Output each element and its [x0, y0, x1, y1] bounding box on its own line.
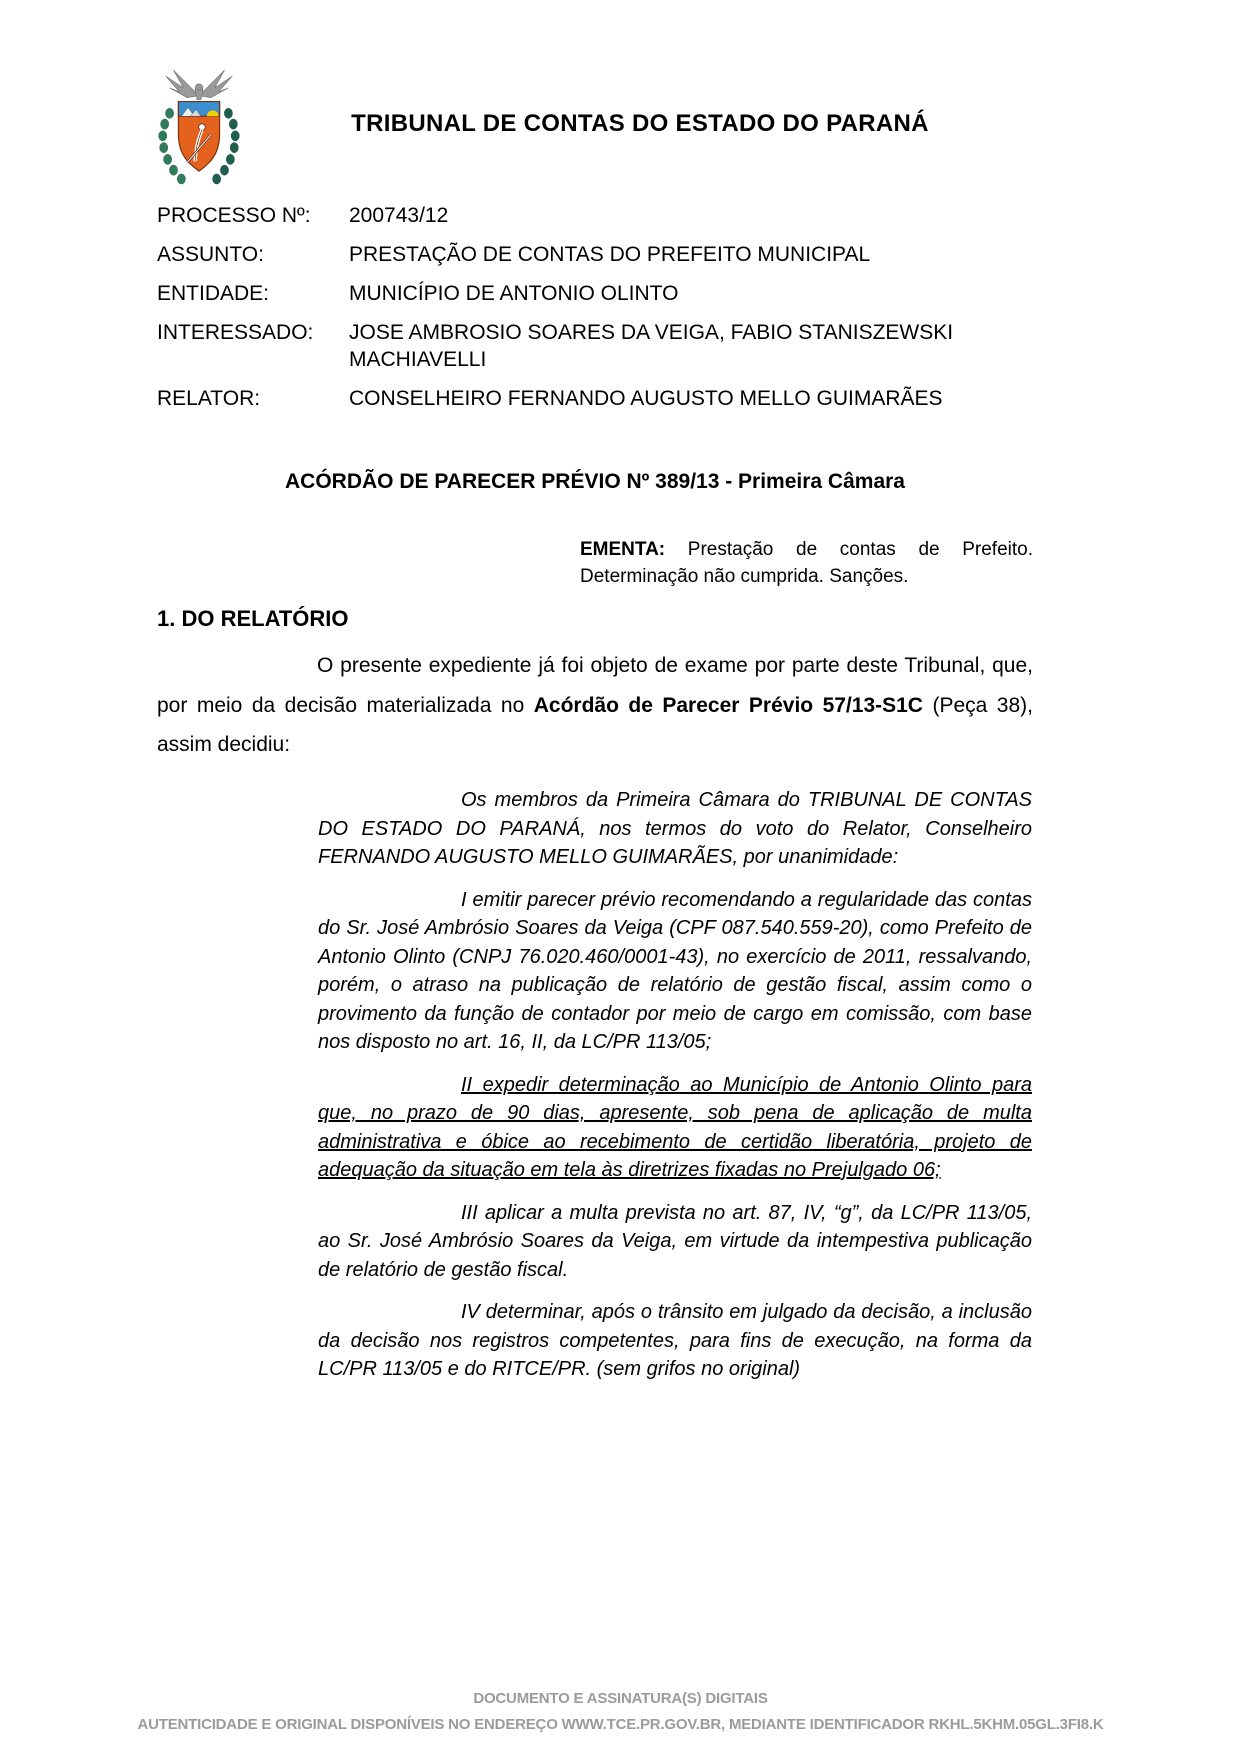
coat-of-arms-icon	[150, 66, 248, 192]
footer-line-2: AUTENTICIDADE E ORIGINAL DISPONÍVEIS NO ENDEREÇO WWW.TCE.PR.GOV.BR, MEDIANTE IDENTIFICADOR RKHL.5KHM.05GL.3FI8.K	[137, 1716, 1104, 1733]
meta-value: CONSELHEIRO FERNANDO AUGUSTO MELLO GUIMARÃES	[349, 387, 943, 410]
quote-paragraph-preamble: Os membros da Primeira Câmara do TRIBUNAL DE CONTAS DO ESTADO DO PARANÁ, nos termos do voto do Relator, Conselheiro FERNANDO AUGUSTO MELLO GUIMARÃES, por unanimidade:	[318, 789, 1032, 868]
intro-text-bold: Acórdão de Parecer Prévio 57/13-S1C	[533, 693, 923, 717]
meta-value: JOSE AMBROSIO SOARES DA VEIGA, FABIO STANISZEWSKI MACHIAVELLI	[349, 321, 954, 371]
quote-paragraph-item-3: III aplicar a multa prevista no art. 87, IV, “g”, da LC/PR 113/05, ao Sr. José Ambrósio Soares da Veiga, em virtude da intempestiva publicação de relatório de gestão fiscal.	[318, 1201, 1032, 1281]
meta-label: INTERESSADO:	[157, 321, 314, 344]
meta-row-processo	[157, 202, 1033, 229]
meta-row-interessado	[157, 319, 1033, 373]
meta-label: PROCESSO Nº:	[157, 204, 311, 227]
meta-row-relator	[157, 385, 1033, 412]
meta-label: ENTIDADE:	[157, 282, 270, 305]
digital-signature-footer	[0, 1686, 1241, 1738]
meta-value: 200743/12	[349, 204, 449, 227]
process-metadata	[157, 202, 1033, 424]
quoted-decision-block	[318, 786, 1032, 1398]
meta-value: PRESTAÇÃO DE CONTAS DO PREFEITO MUNICIPAL	[349, 243, 871, 266]
intro-text-pre: O presente expediente já foi objeto de exame por parte deste Tribunal, que, por meio da decisão materializada no	[157, 654, 1033, 717]
meta-row-assunto	[157, 241, 1033, 268]
quote-paragraph-item-1: I emitir parecer prévio recomendando a regularidade das contas do Sr. José Ambrósio Soares da Veiga (CPF 087.540.559-20), como Prefeito de Antonio Olinto (CNPJ 76.020.460/0001-43), no exercício de 2011, ressalvando, porém, o atraso na publicação de relatório de gestão fiscal, assim como o provimento da função de contador por meio de cargo em comissão, com base nos disposto no art. 16, II, da LC/PR 113/05;	[318, 888, 1032, 1053]
org-title: TRIBUNAL DE CONTAS DO ESTADO DO PARANÁ	[351, 110, 929, 137]
ementa-block	[580, 536, 1033, 590]
footer-line-1: DOCUMENTO E ASSINATURA(S) DIGITAIS	[473, 1690, 768, 1707]
intro-paragraph	[157, 646, 1033, 765]
quote-paragraph-item-4: IV determinar, após o trânsito em julgado da decisão, a inclusão da decisão nos registros competentes, para fins de execução, na forma da LC/PR 113/05 e do RITCE/PR. (sem grifos no original)	[318, 1301, 1032, 1380]
section-heading-relatorio: 1. DO RELATÓRIO	[157, 606, 349, 631]
acordao-title: ACÓRDÃO DE PARECER PRÉVIO Nº 389/13 - Primeira Câmara	[285, 470, 905, 493]
parana-coat-of-arms-logo	[150, 66, 248, 192]
quote-paragraph-item-2: II expedir determinação ao Município de Antonio Olinto para que, no prazo de 90 dias, apresente, sob pena de aplicação de multa administrativa e óbice ao recebimento de certidão liberatória, projeto de adequação da situação em tela às diretrizes fixadas no Prejulgado 06;	[318, 1073, 1032, 1181]
ementa-text: Prestação de contas de Prefeito. Determinação não cumprida. Sanções.	[580, 539, 1033, 587]
meta-label: RELATOR:	[157, 387, 261, 410]
meta-label: ASSUNTO:	[157, 243, 264, 266]
meta-row-entidade	[157, 280, 1033, 307]
ementa-label: EMENTA:	[580, 539, 666, 560]
meta-value: MUNICÍPIO DE ANTONIO OLINTO	[349, 282, 679, 305]
intro-text-post: (Peça 38), assim decidiu:	[157, 693, 1033, 756]
